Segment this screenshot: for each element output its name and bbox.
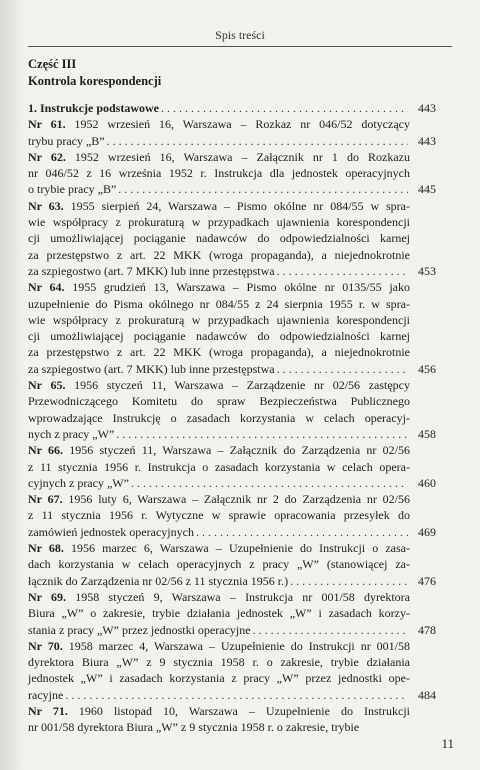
toc-line: wie współpracy z prokuraturą w przypadkach ujawnienia korespondencji: [28, 312, 410, 327]
toc-line: [28, 181, 436, 197]
toc-line: [28, 100, 436, 116]
toc-page-number: 458: [418, 426, 436, 441]
toc-page-number: 443: [418, 101, 436, 115]
document-number: Nr 64.: [28, 280, 73, 295]
part-title: Kontrola korespondencji: [28, 74, 162, 88]
document-number: Nr 65.: [28, 378, 75, 393]
toc-entry-text: trybu pracy „B”: [28, 133, 105, 148]
toc-line: wprowadzające Instrukcję o zasadach korzystania w celach operacyj-: [28, 410, 410, 425]
running-header: Spis treści: [215, 28, 265, 42]
toc-page-number: 469: [418, 524, 436, 539]
document-number: Nr 69.: [28, 589, 76, 604]
toc-line: Biura „W” o zakresie, trybie działania jednostek „W” i zasadach korzy-: [28, 606, 410, 621]
dot-leader: [161, 100, 408, 116]
toc-entry: [28, 540, 436, 589]
toc-line: nr 001/58 dyrektora Biura „W” z 9 stycznia 1958 r. o zakresie, trybie: [28, 720, 360, 735]
toc-page-number: 478: [418, 622, 436, 637]
toc-line: z 11 stycznia 1956 r. Instrukcja o zasadach korzystania w celach opera-: [28, 459, 410, 474]
toc-line: Przewodniczącego Komitetu do spraw Bezpieczeństwa Publicznego: [28, 394, 410, 409]
toc-line: [28, 361, 436, 377]
toc-line: jednostek „W” i zasadach korzystania z pracy „W” przez jednostki ope-: [28, 671, 410, 686]
toc-entry: [28, 377, 436, 442]
toc-page-number: 456: [418, 361, 436, 376]
toc-entry-text: za szpiegostwo (art. 7 MKK) lub inne przestępstwa: [28, 263, 275, 278]
dot-leader: [116, 426, 408, 442]
toc-entry: [28, 638, 436, 703]
toc-entry-text: 1. Instrukcje podstawowe: [28, 101, 160, 115]
header-rule: [28, 46, 452, 47]
document-number: Nr 66.: [28, 443, 70, 458]
toc-line: z 11 stycznia 1956 r. Wytyczne w sprawie opracowania przesyłek do: [28, 508, 410, 523]
dot-leader: [118, 181, 408, 197]
dot-leader: [253, 622, 408, 638]
toc-line: nr 046/52 z 16 września 1952 r. Instrukcja dla jednostek operacyjnych: [28, 166, 410, 181]
toc-line: Nr 62. 1952 wrzesień 16, Warszawa – Załącznik nr 1 do Rozkazu: [28, 149, 410, 164]
dot-leader: [131, 475, 408, 491]
toc-line: [28, 133, 436, 149]
toc-line: Nr 67. 1956 luty 6, Warszawa – Załącznik nr 2 do Zarządzenia nr 02/56: [28, 492, 411, 507]
part-label: Część III: [28, 57, 77, 71]
toc-line: [28, 622, 436, 638]
toc-entry: [28, 149, 436, 198]
toc-entry-text: nych z pracy „W”: [28, 426, 115, 441]
toc-entry-text: łącznik do Zarządzenia nr 02/56 z 11 stycznia 1956 r.): [28, 573, 289, 588]
dot-leader: [290, 573, 408, 589]
section-heading: [28, 56, 448, 90]
toc-line: [28, 524, 436, 540]
toc-line: Nr 65. 1956 styczeń 11, Warszawa – Zarządzenie nr 02/56 zastępcy: [28, 378, 410, 393]
toc-page-number: 453: [418, 263, 436, 278]
table-of-contents: [28, 100, 436, 736]
document-number: Nr 67.: [28, 492, 69, 507]
page-number: 11: [441, 736, 454, 751]
toc-line: Nr 69. 1958 styczeń 9, Warszawa – Instrukcja nr 001/58 dyrektora: [28, 589, 411, 604]
toc-line: Nr 68. 1956 marzec 6, Warszawa – Uzupełnienie do Instrukcji o zasa-: [28, 541, 410, 556]
toc-line: [28, 426, 436, 442]
document-number: Nr 61.: [28, 117, 75, 132]
toc-entry: [28, 703, 436, 736]
binding-shadow: [0, 0, 26, 770]
toc-entry-text: o trybie pracy „B”: [28, 182, 117, 197]
toc-line: Nr 70. 1958 marzec 4, Warszawa – Uzupełnienie do Instrukcji nr 001/58: [28, 638, 410, 653]
toc-entry-text: cyjnych z pracy „W”: [28, 475, 129, 490]
toc-line: cji umożliwiającej pociąganie nadawców do odpowiedzialności karnej: [28, 231, 410, 246]
toc-line: Nr 66. 1956 styczeń 11, Warszawa – Załącznik do Zarządzenia nr 02/56: [28, 443, 410, 458]
document-number: Nr 71.: [28, 703, 79, 718]
document-number: Nr 62.: [28, 149, 75, 164]
toc-entry-text: zamówień jednostek operacyjnych: [28, 524, 194, 539]
document-number: Nr 63.: [28, 198, 71, 213]
toc-line: Nr 63. 1955 sierpień 24, Warszawa – Pismo okólne nr 084/55 w spra-: [28, 198, 410, 213]
toc-line: cji umożliwiającej pociąganie nadawców do odpowiedzialności karnej: [28, 329, 410, 344]
toc-line: dach korzystania w celach operacyjnych z pracy „W” (stanowiącej za-: [28, 557, 410, 572]
toc-line: [28, 475, 436, 491]
toc-page-number: 460: [418, 475, 436, 490]
toc-line: Nr 64. 1955 grudzień 13, Warszawa – Pismo okólne nr 0135/55 jako: [28, 280, 410, 295]
toc-page-number: 484: [418, 687, 436, 702]
dot-leader: [107, 133, 408, 149]
dot-leader: [65, 687, 408, 703]
toc-entry-text: za szpiegostwo (art. 7 MKK) lub inne przestępstwa: [28, 361, 275, 376]
toc-line: Nr 61. 1952 wrzesień 16, Warszawa – Rozkaz nr 046/52 dotyczący: [28, 117, 410, 132]
toc-entry: [28, 491, 436, 540]
toc-entry: [28, 589, 436, 638]
toc-line: wie współpracy z prokuraturą w przypadkach ujawnienia korespondencji: [28, 215, 410, 230]
dot-leader: [277, 263, 408, 279]
toc-line: uzupełnienie do Pisma okólnego nr 084/55 z 24 sierpnia 1955 r. w spra-: [28, 296, 410, 311]
document-number: Nr 70.: [28, 638, 69, 653]
toc-line: [28, 687, 436, 703]
toc-section-heading: [28, 100, 436, 116]
toc-page-number: 476: [418, 573, 436, 588]
dot-leader: [277, 361, 408, 377]
dot-leader: [196, 524, 408, 540]
toc-entry: [28, 198, 436, 279]
toc-line: dyrektora Biura „W” z 9 stycznia 1958 r. o zakresie, trybie działania: [28, 655, 410, 670]
toc-entry: [28, 442, 436, 491]
toc-page-number: 445: [418, 182, 436, 197]
toc-page-number: 443: [418, 133, 436, 148]
toc-entry-text: racyjne: [28, 687, 64, 702]
toc-line: [28, 573, 436, 589]
toc-line: za przestępstwo z art. 22 MKK (wroga propaganda), a niejednokrotnie: [28, 247, 410, 262]
document-number: Nr 68.: [28, 541, 71, 556]
toc-line: Nr 71. 1960 listopad 10, Warszawa – Uzupełnienie do Instrukcji: [28, 703, 411, 718]
toc-entry: [28, 279, 436, 377]
toc-line: za przestępstwo z art. 22 MKK (wroga propaganda), a niejednokrotnie: [28, 345, 410, 360]
toc-entry-text: stania z pracy „W” przez jednostki operacyjne: [28, 622, 251, 637]
toc-entry: [28, 116, 436, 149]
toc-line: [28, 263, 436, 279]
